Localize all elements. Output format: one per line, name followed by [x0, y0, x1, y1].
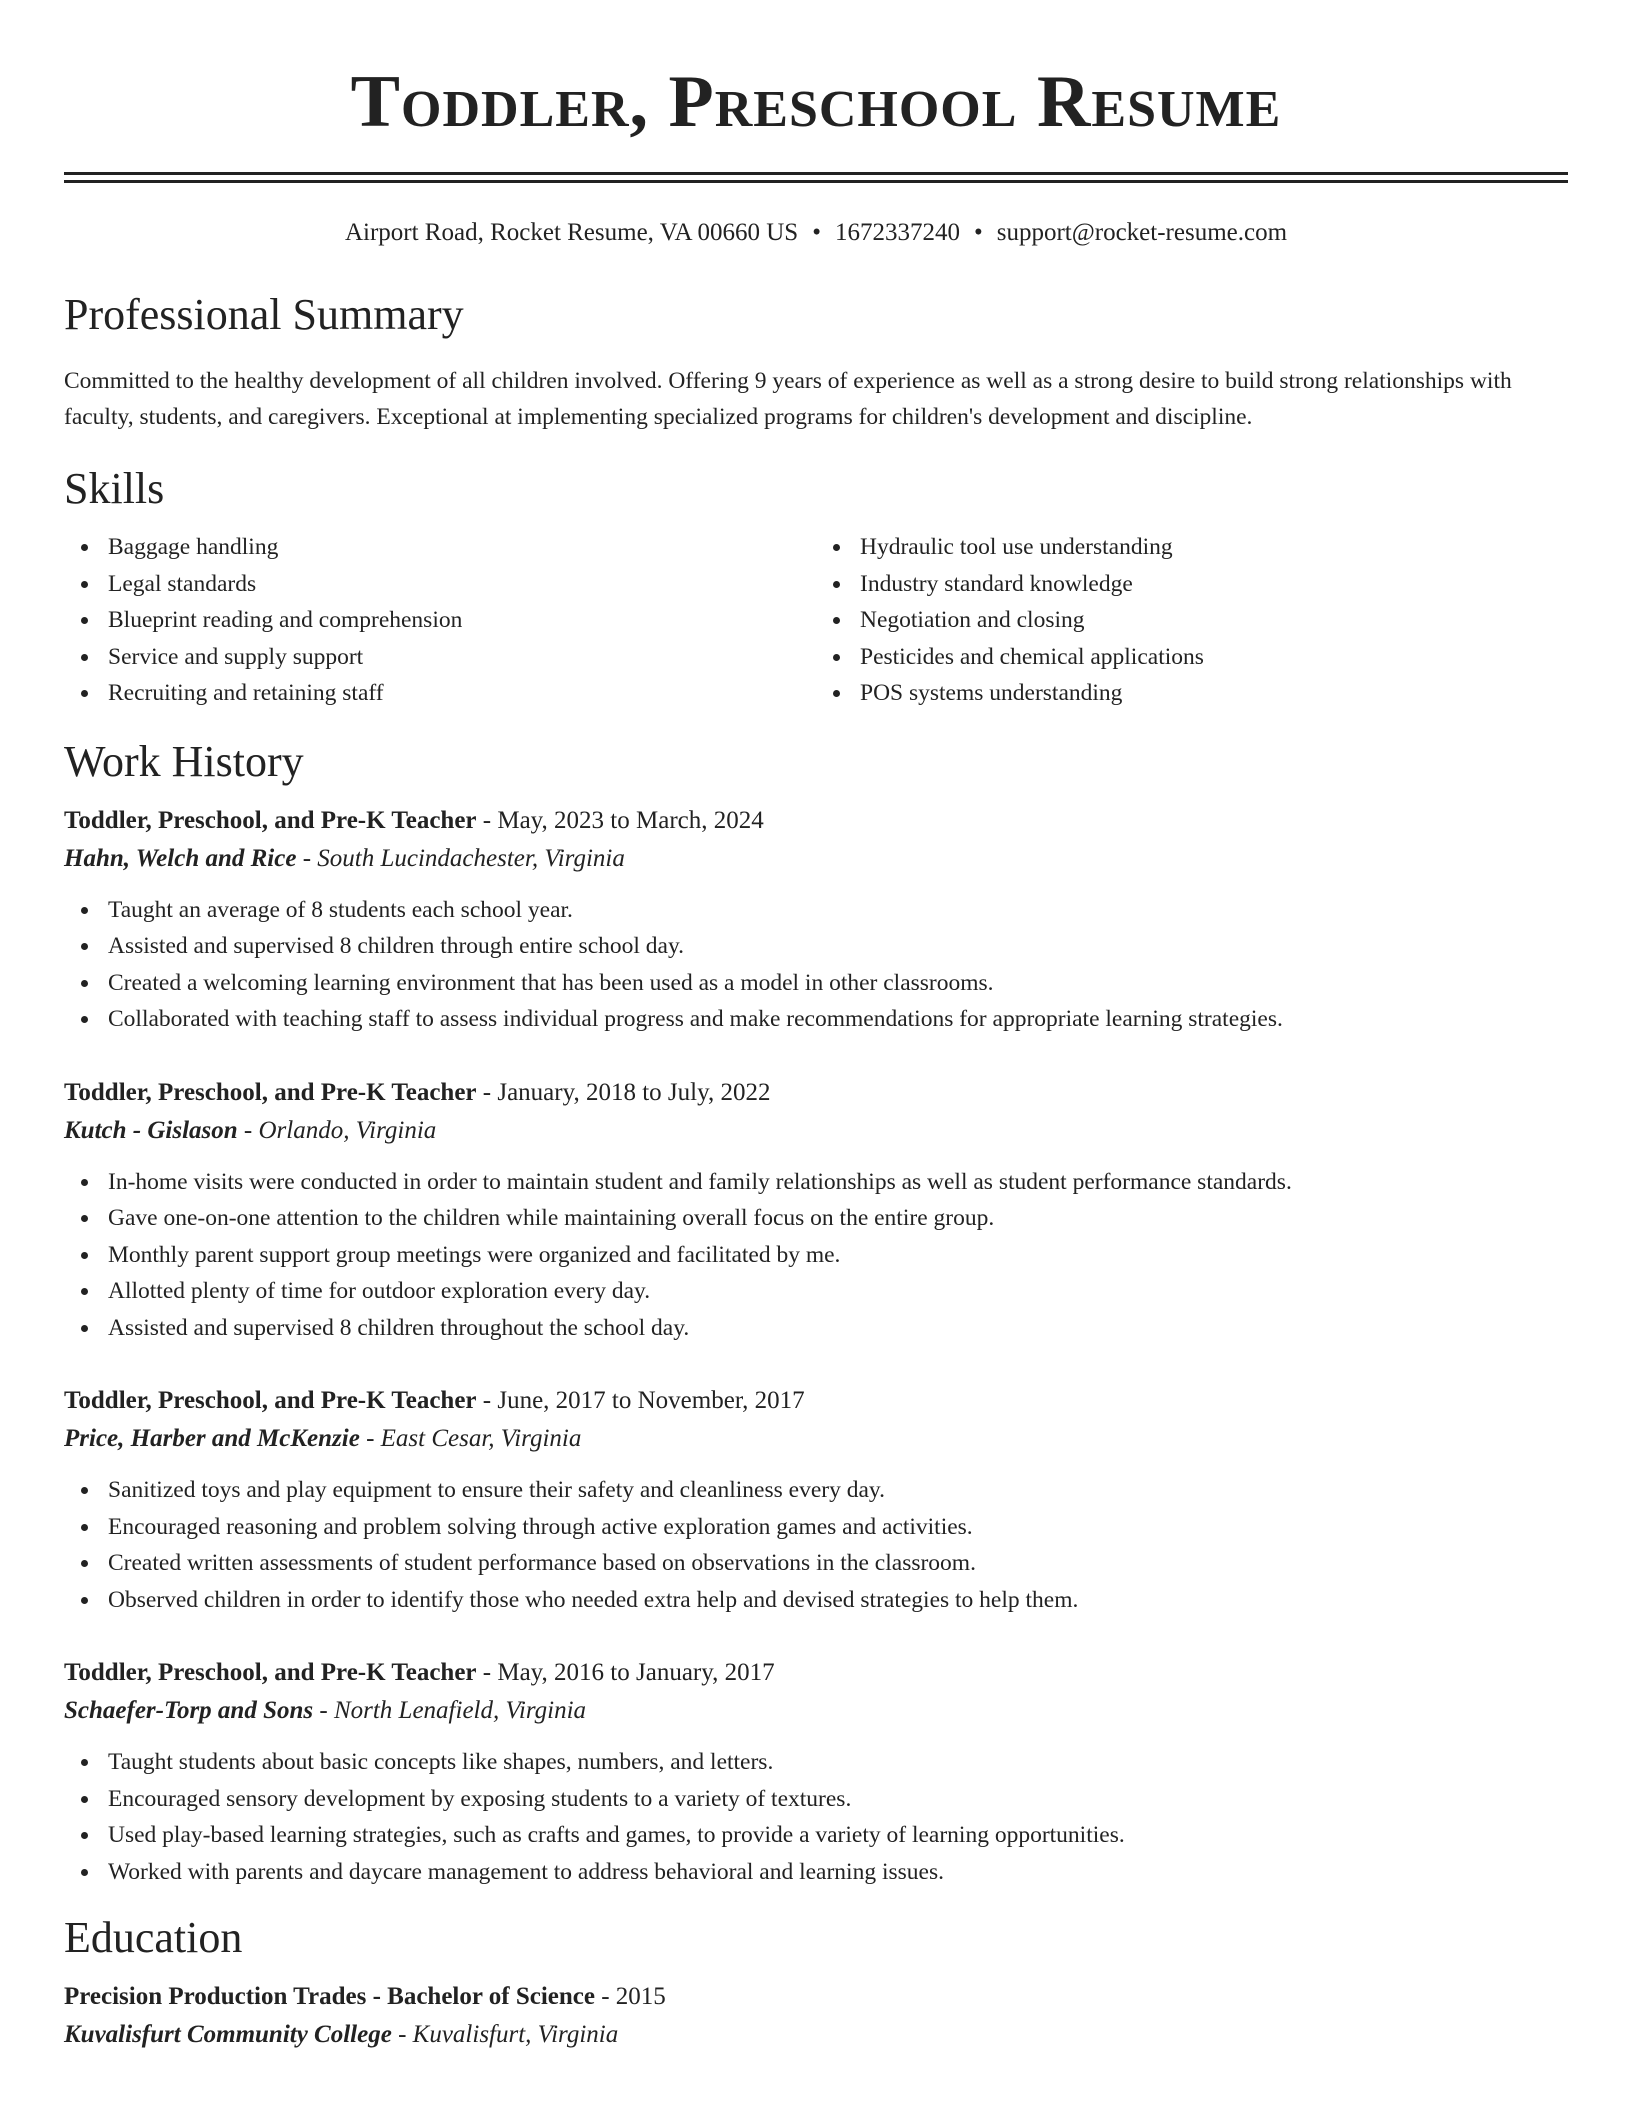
contact-address: Airport Road, Rocket Resume, VA 00660 US [344, 219, 799, 246]
school-line [64, 2016, 1568, 2054]
job-duty: Encouraged reasoning and problem solving through active exploration games and activities. [108, 1509, 1568, 1546]
job-entry [64, 1074, 1568, 1347]
skill-item: POS systems understanding [860, 675, 1568, 712]
skill-item: Recruiting and retaining staff [108, 675, 816, 712]
employer-line [64, 1420, 1568, 1458]
degree: Precision Production Trades - Bachelor of Science [64, 1983, 595, 2010]
contact-separator: • [973, 219, 983, 246]
job-dates: - June, 2017 to November, 2017 [476, 1387, 805, 1414]
skill-item: Industry standard knowledge [860, 566, 1568, 603]
education-heading: Education [64, 1913, 243, 1962]
work-history-heading: Work History [64, 736, 304, 786]
job-duty: Taught students about basic concepts like shapes, numbers, and letters. [108, 1744, 1568, 1781]
school-name: Kuvalisfurt Community College [64, 2021, 392, 2048]
employer-line [64, 840, 1568, 878]
job-duty: Allotted plenty of time for outdoor exploration every day. [108, 1273, 1568, 1310]
job-duty: Taught an average of 8 students each school year. [108, 892, 1568, 929]
employer-name: Schaefer-Torp and Sons [64, 1697, 314, 1724]
job-title: Toddler, Preschool, and Pre-K Teacher [64, 1078, 477, 1106]
job-duty: Monthly parent support group meetings were organized and facilitated by me. [108, 1237, 1568, 1274]
skill-item: Service and supply support [108, 639, 816, 676]
job-title-line [64, 1654, 1568, 1692]
employer-name: Kutch - Gislason [64, 1116, 238, 1144]
employer-location: - South Lucindachester, Virginia [296, 844, 625, 872]
job-duty: Assisted and supervised 8 children through entire school day. [108, 928, 1568, 965]
employer-line [64, 1692, 1568, 1730]
job-duties [64, 1744, 1568, 1890]
skill-item: Baggage handling [108, 529, 816, 566]
job-title: Toddler, Preschool, and Pre-K Teacher [64, 806, 477, 834]
contact-line [64, 217, 1568, 249]
contact-separator: • [812, 219, 821, 246]
employer-name: Hahn, Welch and Rice [64, 844, 297, 872]
job-title-line [64, 1382, 1568, 1420]
skill-item: Blueprint reading and comprehension [108, 602, 816, 639]
job-duty: Worked with parents and daycare management to address behavioral and learning issues. [108, 1854, 1568, 1891]
job-duty: Created a welcoming learning environment that has been used as a model in other classrooms. [108, 965, 1568, 1002]
skills-column-right [816, 529, 1568, 712]
job-duty: Gave one-on-one attention to the children while maintaining overall focus on the entire group. [108, 1200, 1568, 1237]
job-entry [64, 802, 1568, 1038]
employer-line [64, 1112, 1568, 1150]
job-title: Toddler, Preschool, and Pre-K Teacher [64, 1659, 477, 1686]
contact-email: support@rocket-resume.com [996, 219, 1288, 246]
job-duty: Sanitized toys and play equipment to ensure their safety and cleanliness every day. [108, 1472, 1568, 1509]
job-duty: Created written assessments of student performance based on observations in the classroom. [108, 1545, 1568, 1582]
job-duties [64, 1472, 1568, 1618]
job-dates: - January, 2018 to July, 2022 [476, 1078, 771, 1106]
job-duties [64, 892, 1568, 1038]
skills-heading: Skills [64, 464, 165, 513]
job-entry [64, 1382, 1568, 1618]
job-entry [64, 1654, 1568, 1890]
skill-item: Negotiation and closing [860, 602, 1568, 639]
school-location: - Kuvalisfurt, Virginia [391, 2021, 619, 2048]
job-dates: - May, 2016 to January, 2017 [476, 1659, 775, 1686]
summary-text: Committed to the healthy development of all children involved. Offering 9 years of experience as well as a strong desire to build strong relationships with faculty, students, and caregivers. Exceptional at implementing specialized programs for children's development and discipline. [64, 368, 1512, 430]
skills-list [64, 529, 1568, 712]
job-title: Toddler, Preschool, and Pre-K Teacher [64, 1387, 477, 1414]
job-duty: Assisted and supervised 8 children throughout the school day. [108, 1310, 1568, 1347]
skill-item: Hydraulic tool use understanding [860, 529, 1568, 566]
summary-heading: Professional Summary [64, 290, 464, 339]
job-duty: In-home visits were conducted in order to maintain student and family relationships as well as student performance standards. [108, 1164, 1568, 1201]
degree-line [64, 1978, 1568, 2016]
employer-location: - North Lenafield, Virginia [313, 1697, 587, 1724]
resume-name: Toddler, Preschool Resume [350, 61, 1282, 143]
employer-location: - East Cesar, Virginia [359, 1425, 582, 1452]
job-duty: Collaborated with teaching staff to assess individual progress and make recommendations for appropriate learning strategies. [108, 1001, 1568, 1038]
job-duty: Encouraged sensory development by exposing students to a variety of textures. [108, 1781, 1568, 1818]
skill-item: Pesticides and chemical applications [860, 639, 1568, 676]
contact-phone: 1672337240 [834, 219, 960, 246]
skill-item: Legal standards [108, 566, 816, 603]
employer-location: - Orlando, Virginia [237, 1116, 437, 1144]
job-duty: Observed children in order to identify those who needed extra help and devised strategies to help them. [108, 1582, 1568, 1619]
job-duty: Used play-based learning strategies, such as crafts and games, to provide a variety of learning opportunities. [108, 1817, 1568, 1854]
job-title-line [64, 802, 1568, 840]
graduation-year: - 2015 [594, 1983, 666, 2010]
education-entry [64, 1978, 1568, 2054]
job-dates: - May, 2023 to March, 2024 [476, 806, 764, 834]
header-divider [64, 172, 1568, 183]
employer-name: Price, Harber and McKenzie [64, 1425, 360, 1452]
job-duties [64, 1164, 1568, 1347]
skills-column-left [64, 529, 816, 712]
job-title-line [64, 1074, 1568, 1112]
